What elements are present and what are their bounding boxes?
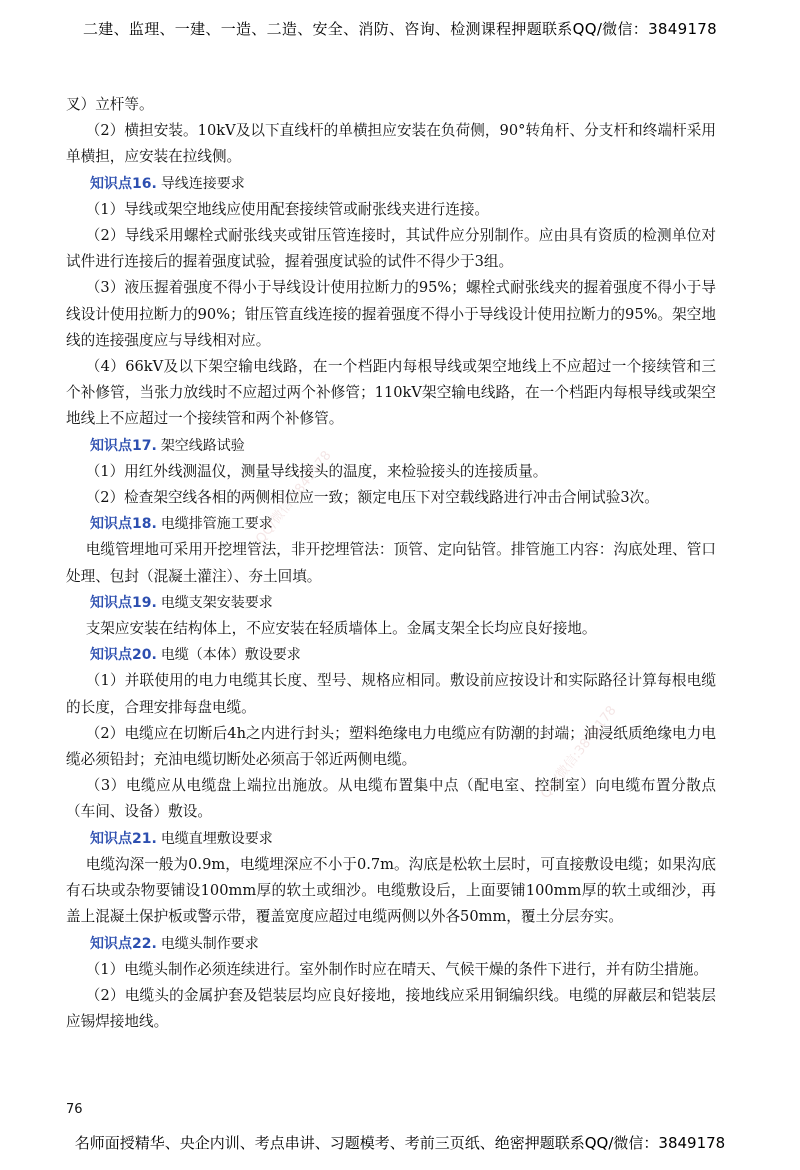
kp20-heading: [90, 642, 716, 668]
kp22-label: 知识点22.: [90, 935, 157, 952]
kp18-text: 电缆管埋地可采用开挖埋管法，非开挖埋管法：顶管、定向钻管。排管施工内容：沟底处理、管口处理、包封（混凝土灌注）、夯土回填。: [66, 541, 716, 585]
kp18-label: 知识点18.: [90, 516, 157, 533]
kp17-title: 架空线路试验: [160, 437, 245, 454]
kp20-item-3: （3）电缆应从电缆盘上端拉出施放。从电缆布置集中点（配电室、控制室）向电缆布置分散点（车间、设备）敷设。: [66, 777, 716, 821]
kp16-item-2: （2）导线采用螺栓式耐张线夹或钳压管连接时，其试件应分别制作。应由具有资质的检测单位对试件进行连接后的握着强度试验，握着强度试验的试件不得少于3组。: [66, 227, 716, 271]
kp16-item-1: （1）导线或架空地线应使用配套接续管或耐张线夹进行连接。: [85, 200, 490, 218]
kp16-label: 知识点16.: [90, 175, 157, 192]
header-banner: 二建、监理、一建、一造、二造、安全、消防、咨询、检测课程押题联系QQ/微信：3849178: [83, 20, 717, 38]
page-content: [66, 92, 716, 1035]
kp20-item-1: （1）并联使用的电力电缆其长度、型号、规格应相同。敷设前应按设计和实际路径计算每根电缆的长度，合理安排每盘电缆。: [66, 672, 716, 716]
page-number: 76: [66, 1102, 83, 1117]
kp17-item-1: （1）用红外线测温仪，测量导线接头的温度，来检验接头的连接质量。: [85, 462, 548, 480]
kp19-heading: [90, 590, 716, 616]
kp18-heading: [90, 511, 716, 537]
kp21-label: 知识点21.: [90, 830, 157, 847]
kp17-heading: [90, 433, 716, 459]
kp22-heading: [90, 931, 716, 957]
kp16-heading: [90, 171, 716, 197]
kp22-title: 电缆头制作要求: [160, 935, 259, 952]
kp16-title: 导线连接要求: [160, 175, 245, 192]
kp21-text: 电缆沟深一般为0.9m，电缆埋深应不小于0.7m。沟底是松软土层时，可直接敷设电缆；如果沟底有石块或杂物要铺设100mm厚的软土或细沙。电缆敷设后，上面要铺100mm厚的软土或细沙，再盖上混凝土保护板或警示带，覆盖宽度应超过电缆两侧以外各50mm，覆土分层夯实。: [66, 855, 716, 926]
intro-item-2: （2）横担安装。10kV及以下直线杆的单横担应安装在负荷侧，90°转角杆、分支杆和终端杆采用单横担，应安装在拉线侧。: [66, 122, 716, 166]
kp17-item-2: （2）检查架空线各相的两侧相位应一致；额定电压下对空载线路进行冲击合闸试验3次。: [85, 489, 659, 507]
intro-continuation: 叉）立杆等。: [66, 96, 154, 113]
kp20-title: 电缆（本体）敷设要求: [160, 647, 301, 664]
kp16-item-3: （3）液压握着强度不得小于导线设计使用拉断力的95%；螺栓式耐张线夹的握着强度不得小于导线设计使用拉断力的90%；钳压管直线连接的握着强度不得小于导线设计使用拉断力的95%。架空地线的连接强度应与导线相对应。: [66, 279, 716, 349]
kp20-item-2: （2）电缆应在切断后4h之内进行封头；塑料绝缘电力电缆应有防潮的封端；油浸纸质绝缘电力电缆必须铅封；充油电缆切断处必须高于邻近两侧电缆。: [66, 724, 716, 769]
kp19-text: 支架应安装在结构体上，不应安装在轻质墙体上。金属支架全长均应良好接地。: [85, 620, 597, 638]
kp21-heading: [90, 826, 716, 852]
kp22-item-1: （1）电缆头制作必须连续进行。室外制作时应在晴天、气候干燥的条件下进行，并有防尘措施。: [85, 960, 708, 978]
watermark: QQ/微信:3849178: [538, 703, 620, 802]
kp16-item-4: （4）66kV及以下架空输电线路，在一个档距内每根导线或架空地线上不应超过一个接续管和三个补修管，当张力放线时不应超过两个补修管；110kV架空输电线路，在一个档距内每根导线或架空地线上不应超过一个接续管和两个补修管。: [66, 358, 716, 428]
kp20-label: 知识点20.: [90, 647, 157, 664]
kp19-label: 知识点19.: [90, 594, 157, 611]
kp21-title: 电缆直埋敷设要求: [160, 830, 273, 847]
kp18-title: 电缆排管施工要求: [160, 516, 273, 533]
watermark: QQ/微信:3849178: [253, 448, 335, 547]
footer-banner: 名师面授精华、央企内训、考点串讲、习题模考、考前三页纸、绝密押题联系QQ/微信：3849178: [74, 1134, 726, 1152]
kp22-item-2: （2）电缆头的金属护套及铠装层均应良好接地，接地线应采用铜编织线。电缆的屏蔽层和铠装层应锡焊接地线。: [66, 986, 716, 1031]
kp17-label: 知识点17.: [90, 437, 157, 454]
kp19-title: 电缆支架安装要求: [160, 594, 273, 611]
